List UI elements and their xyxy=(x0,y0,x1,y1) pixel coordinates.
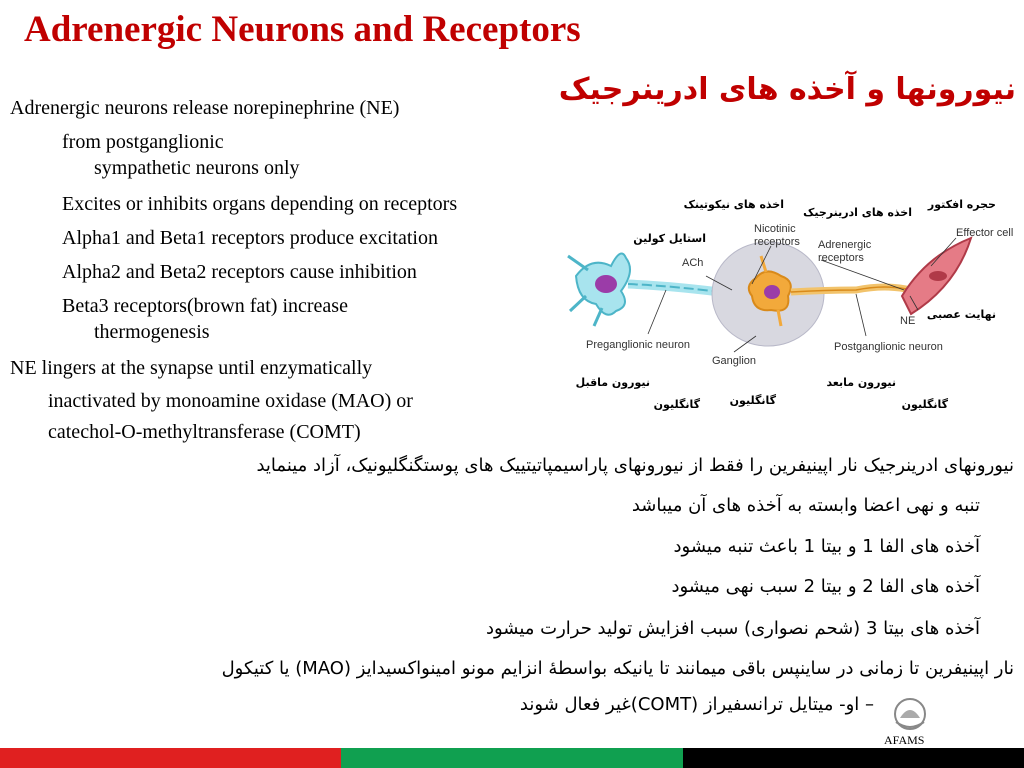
label-adrenergic-1: Adrenergic xyxy=(818,239,872,251)
label-adrenergic-2: receptors xyxy=(818,252,864,264)
en-sub-bullet-4: Alpha2 and Beta2 receptors cause inhibition xyxy=(62,261,417,283)
label-fa-adrenergic: اخذه های ادرینرجیک xyxy=(803,206,912,219)
en-sub-bullet-2: Excites or inhibits organs depending on receptors xyxy=(62,193,458,215)
footer-bar-green xyxy=(341,748,682,768)
slide-title: Adrenergic Neurons and Receptors xyxy=(24,9,581,50)
label-nicotinic-2: receptors xyxy=(754,236,800,248)
en-sub-bullet-5b: thermogenesis xyxy=(94,321,210,343)
label-postganglionic: Postganglionic neuron xyxy=(834,341,943,353)
fa-sub-bullet-4: آخذه های بیتا 3 (شحم نصواری) سبب افزایش تولید حرارت میشود xyxy=(485,618,980,639)
footer-bar-black xyxy=(683,748,1024,768)
fa-bullet-2a: نار اپینیفرین تا زمانی در ساینپس باقی میمانند تا یانیکه بواسطهٔ انزایم مونو امینواکسیدایز (MAO) یا کتیکول xyxy=(221,658,1014,679)
fa-bullet-1: نیورونهای ادرینرجیک نار اپینیفرین را فقط از نیورونهای پاراسیمپاتیتییک های پوستگنگلیونیک، آزاد مینماید xyxy=(256,455,1014,476)
label-ganglion: Ganglion xyxy=(712,355,757,367)
footer-color-bar xyxy=(0,748,1024,768)
afams-emblem-icon xyxy=(880,696,940,736)
en-sub-bullet-3: Alpha1 and Beta1 receptors produce excitation xyxy=(62,227,438,249)
label-fa-ach: استایل کولین xyxy=(633,232,706,245)
label-fa-ganglion-a: گانگلیون xyxy=(653,398,700,411)
fa-bullet-2b: – او- میتایل ترانسفیراز (COMT)غیر فعال شوند xyxy=(519,694,874,715)
label-preganglionic: Preganglionic neuron xyxy=(586,339,690,351)
footer-bar-red xyxy=(0,748,341,768)
label-fa-effector: حجره افکتور xyxy=(927,198,996,211)
slide-title-persian: نیورونها و آخذه های ادرینرجیک xyxy=(558,72,1016,107)
en-sub-bullet-1b: sympathetic neurons only xyxy=(94,157,300,179)
label-fa-nicotinic: اخذه های نیکوتینک xyxy=(683,198,784,211)
preganglionic-neuron-icon xyxy=(568,254,736,327)
label-fa-ganglion-c: گانگلیون xyxy=(901,398,948,411)
en-bullet-1: Adrenergic neurons release norepinephrine (NE) xyxy=(10,97,400,119)
en-bullet-2a: NE lingers at the synapse until enzymatically xyxy=(10,357,373,379)
label-fa-nerve-end: نهایت عصبی xyxy=(926,308,996,321)
label-ach: ACh xyxy=(682,257,704,269)
en-bullet-2b: inactivated by monoamine oxidase (MAO) or xyxy=(48,390,413,412)
label-fa-preganglionic: نیورون ماقبل xyxy=(575,376,650,389)
fa-sub-bullet-1: تنبه و نهی اعضا وابسته به آخذه های آن میباشد xyxy=(631,495,980,516)
fa-sub-bullet-3: آخذه های الفا 2 و بیتا 2 سبب نهی میشود xyxy=(671,576,980,597)
fa-sub-bullet-2: آخذه های الفا 1 و بیتا 1 باعث تنبه میشود xyxy=(673,536,980,557)
label-ne: NE xyxy=(900,315,916,327)
en-sub-bullet-5a: Beta3 receptors(brown fat) increase xyxy=(62,295,348,317)
label-effector-cell: Effector cell xyxy=(956,227,1014,239)
footer-org-label: AFAMS xyxy=(884,733,925,747)
en-sub-bullet-1a: from postganglionic xyxy=(62,131,224,153)
label-nicotinic-1: Nicotinic xyxy=(754,223,796,235)
label-fa-ganglion-b: گانگلیون xyxy=(729,394,776,407)
en-bullet-2c: catechol-O-methyltransferase (COMT) xyxy=(48,421,361,443)
label-fa-postganglionic: نیورون مابعد xyxy=(826,376,896,389)
neuron-diagram xyxy=(566,186,1024,418)
